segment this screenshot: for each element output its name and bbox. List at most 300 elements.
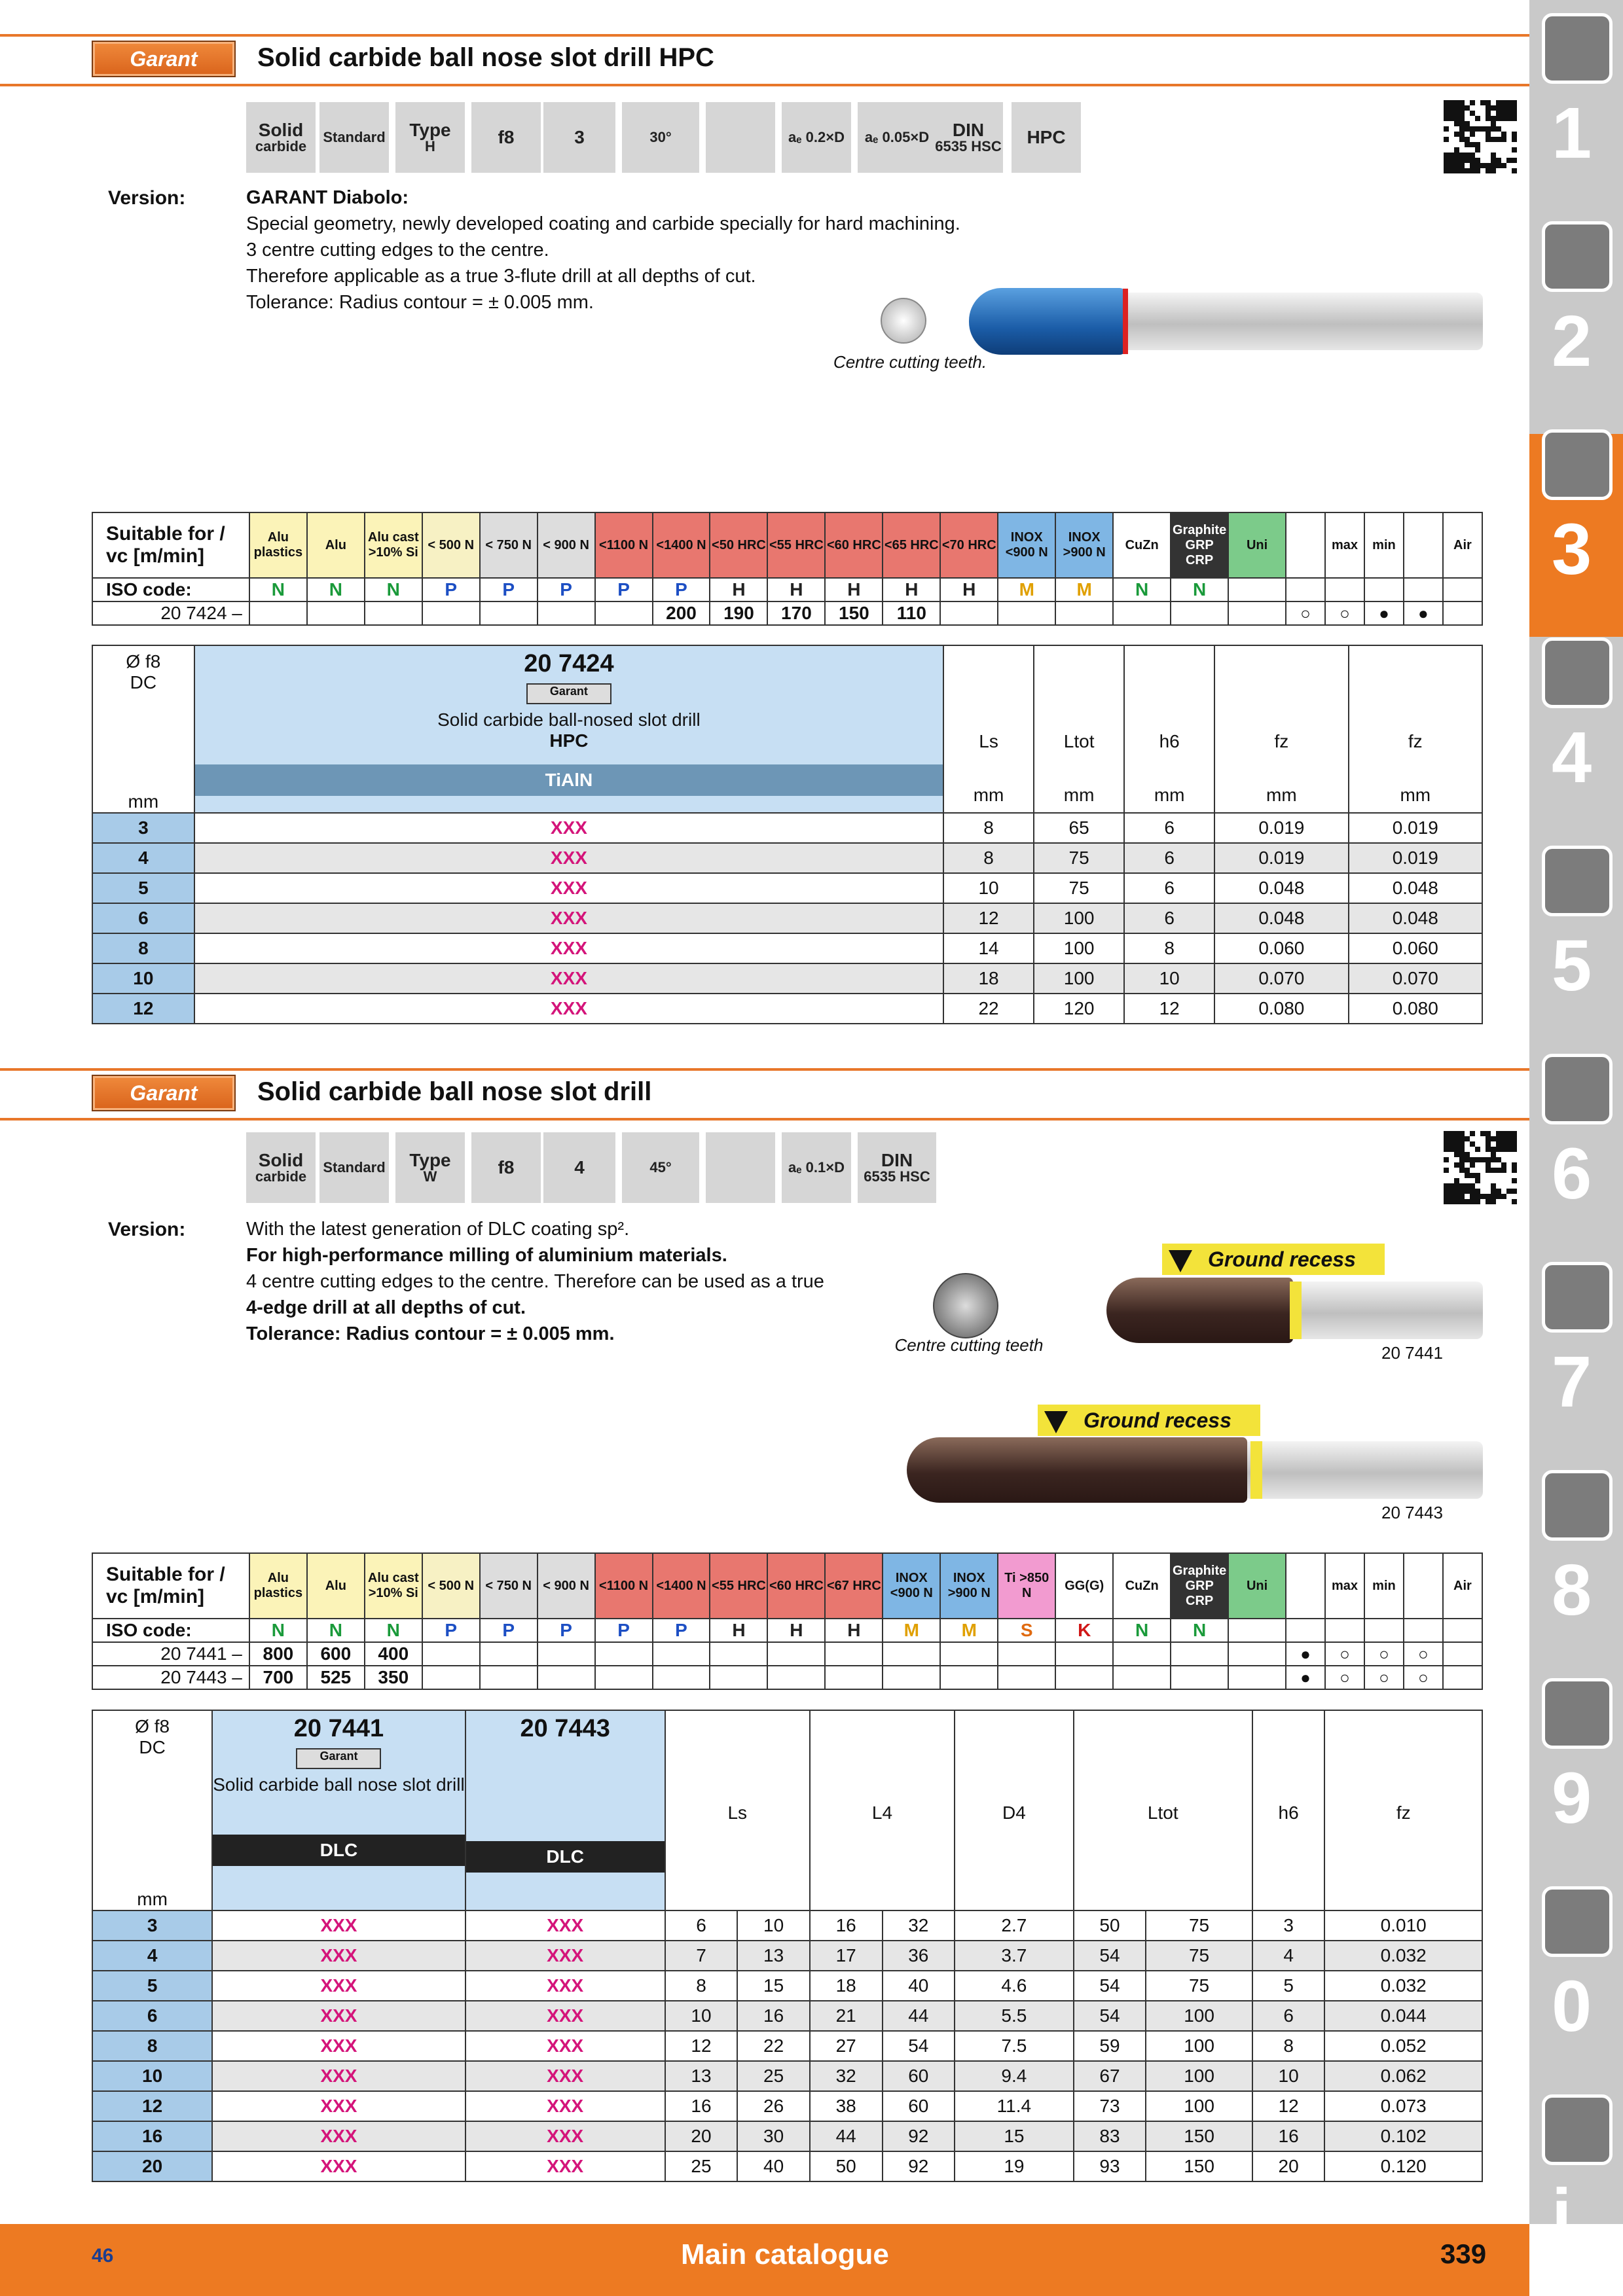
iso-code: M [998,578,1055,601]
table-cell: 100 [1146,2001,1252,2031]
table-cell: 0.102 [1324,2121,1482,2151]
dimension-header: Ls mm [943,645,1034,813]
table-cell: 17 [810,1941,883,1971]
tool-ring [1290,1282,1302,1339]
chapter-number[interactable]: 2 [1552,301,1592,382]
property-badge: aₑ 0.05×D [858,102,936,173]
chapter-icon[interactable] [1542,1054,1613,1124]
cutting-speed [595,1666,653,1689]
iso-code: H [767,578,825,601]
table-cell: 0.070 [1214,963,1348,994]
table-cell: 15 [955,2121,1074,2151]
cutting-speed [940,1666,998,1689]
cutting-speed [422,601,480,625]
table-cell: 4 [1252,1941,1325,1971]
material-column: <55 HRC [710,1553,767,1619]
table-cell: 5 [1252,1971,1325,2001]
table-cell: 0.019 [1349,843,1482,873]
cutting-speed [1113,601,1171,625]
coolant-cell [1443,601,1482,625]
property-badge: Type H [395,102,465,173]
price-placeholder: XXX [194,873,943,903]
table-cell: 0.048 [1214,903,1348,933]
table-cell: 4 [92,843,194,873]
table-cell: 0.019 [1349,813,1482,843]
price-placeholder: XXX [465,1941,665,1971]
coolant-column: min [1364,1553,1404,1619]
dimension-header: Ls [665,1710,810,1910]
table-cell: 150 [1146,2151,1252,2181]
chapter-number[interactable]: 9 [1552,1758,1592,1839]
coolant-column: max [1325,1553,1364,1619]
cutting-speed [480,601,538,625]
cutting-speed [998,1666,1055,1689]
price-placeholder: XXX [212,2091,465,2121]
iso-code: H [710,1619,767,1642]
table-cell: 60 [883,2061,955,2091]
cutting-speed: 190 [710,601,767,625]
material-column: <60 HRC [767,1553,825,1619]
table-cell: 0.032 [1324,1971,1482,2001]
qr-code-icon [1444,1131,1517,1204]
table-cell: 0.019 [1214,813,1348,843]
material-column: <1400 N [653,512,710,578]
table-cell: 22 [737,2031,810,2061]
dimension-header: Ltot mm [1034,645,1124,813]
ground-recess-label: Ground recess [1162,1244,1385,1275]
table-cell: 75 [1034,873,1124,903]
chapter-number[interactable]: 6 [1552,1134,1592,1214]
table-row [92,843,1482,873]
price-placeholder: XXX [212,2061,465,2091]
garant-logo: Garant [526,683,611,704]
table-cell: 150 [1146,2121,1252,2151]
table-cell: 100 [1034,903,1124,933]
coolant-cell [1364,578,1404,601]
coolant-marker: ○ [1364,1642,1404,1666]
coolant-cell [1404,578,1443,601]
coolant-cell [1364,1619,1404,1642]
cutting-speed: 350 [365,1666,422,1689]
footer-left-number: 46 [92,2245,114,2267]
coolant-column [1286,512,1325,578]
coolant-marker: ● [1404,601,1443,625]
cutting-speed [1228,601,1286,625]
table-cell: 6 [1124,873,1214,903]
chapter-number[interactable]: i [1552,2174,1572,2255]
coolant-column [1286,1553,1325,1619]
iso-code: N [249,578,307,601]
chapter-icon[interactable] [1542,846,1613,916]
suitable-for-label: Suitable for / vc [m/min] [92,512,249,578]
section2-title: Solid carbide ball nose slot drill [257,1077,652,1106]
chapter-icon[interactable] [1542,13,1613,84]
material-column: < 500 N [422,1553,480,1619]
cutting-speed [1055,1642,1113,1666]
material-column: Alu plastics [249,1553,307,1619]
table-cell: 0.070 [1349,963,1482,994]
table-cell: 50 [1074,1910,1146,1941]
iso-code: H [825,1619,883,1642]
version-text-2: With the latest generation of DLC coating sp². For high-performance milling of aluminium materials. 4 centre cutting edges to the centre. Therefore can be used as a true 4-edge drill at all depths of cut. Tolerance: Radius contour = ± 0.005 mm. [246,1219,824,1344]
table-cell: 12 [943,903,1034,933]
table-cell: 8 [1124,933,1214,963]
price-placeholder: XXX [465,2091,665,2121]
material-column: <1100 N [595,1553,653,1619]
table-row [92,2121,1482,2151]
table-cell: 6 [1252,2001,1325,2031]
cutting-speed: 700 [249,1666,307,1689]
table-cell: 40 [883,1971,955,2001]
table-cell: 20 [92,2151,212,2181]
chapter-number[interactable]: 5 [1552,925,1592,1006]
table-cell: 25 [737,2061,810,2091]
table-cell: 5.5 [955,2001,1074,2031]
price-placeholder: XXX [194,933,943,963]
dimension-header: Ltot [1074,1710,1252,1910]
coolant-cell [1325,578,1364,601]
table-cell: 54 [1074,1941,1146,1971]
chapter-icon[interactable] [1542,2094,1613,2165]
cutting-speed: 150 [825,601,883,625]
material-column: <55 HRC [767,512,825,578]
article-id: 20 7424 – [92,601,249,625]
iso-code: H [767,1619,825,1642]
iso-code: H [825,578,883,601]
table-row [92,2091,1482,2121]
property-badge: Solid carbide [246,1132,316,1203]
table-cell: 40 [737,2151,810,2181]
cutting-speed [480,1666,538,1689]
cutting-speed [710,1666,767,1689]
property-badge: 30° [622,102,699,173]
table-cell: 0.048 [1214,873,1348,903]
property-badge [706,1132,775,1203]
table-cell: 75 [1146,1910,1252,1941]
material-column: INOX >900 N [1055,512,1113,578]
property-badge: Type W [395,1132,465,1203]
iso-code: P [653,578,710,601]
table-cell: 15 [737,1971,810,2001]
cutting-speed [1171,1666,1228,1689]
table-cell: 8 [1252,2031,1325,2061]
centre-cutting-caption: Centre cutting teeth [894,1335,1044,1355]
table-cell: 0.062 [1324,2061,1482,2091]
table-cell: 6 [665,1910,738,1941]
table-cell: 0.073 [1324,2091,1482,2121]
chapter-number[interactable]: 7 [1552,1342,1592,1422]
table-cell: 100 [1146,2031,1252,2061]
tool-shank-image [1113,293,1483,350]
table-cell: 20 [1252,2151,1325,2181]
cutting-speed: 170 [767,601,825,625]
cutting-speed [940,601,998,625]
material-column: Alu cast >10% Si [365,512,422,578]
suitable-for-label: Suitable for / vc [m/min] [92,1553,249,1619]
table-cell: 19 [955,2151,1074,2181]
garant-logo: Garant [92,1075,236,1111]
iso-code: P [595,578,653,601]
table-cell: 12 [92,994,194,1024]
cutting-speed: 600 [307,1642,365,1666]
table-cell: 100 [1034,933,1124,963]
table-cell: 0.044 [1324,2001,1482,2031]
table-cell: 11.4 [955,2091,1074,2121]
price-placeholder: XXX [212,1910,465,1941]
table-cell: 18 [943,963,1034,994]
table-cell: 32 [883,1910,955,1941]
table-row [92,813,1482,843]
rule [0,1118,1532,1121]
table-cell: 92 [883,2121,955,2151]
table-cell: 0.052 [1324,2031,1482,2061]
coolant-marker: ○ [1364,1666,1404,1689]
cutting-speed [422,1666,480,1689]
chapter-icon[interactable] [1542,1470,1613,1541]
coolant-marker: ○ [1404,1666,1443,1689]
table-cell: 100 [1146,2061,1252,2091]
garant-logo: Garant [92,41,236,77]
cutting-speed [1171,1642,1228,1666]
iso-code: N [1171,578,1228,601]
cutting-speed [767,1642,825,1666]
chapter-icon[interactable] [1542,1886,1613,1957]
spec-table [92,645,1483,1024]
table-cell: 59 [1074,2031,1146,2061]
tool-cutter-image [1106,1278,1293,1343]
footer-title: Main catalogue [681,2238,889,2270]
table-cell: 0.019 [1214,843,1348,873]
article-header: 20 7424 Garant Solid carbide ball-nosed slot drill HPC TiAlN [194,645,943,813]
table-row [92,2061,1482,2091]
dimension-header: fz mm [1349,645,1482,813]
price-placeholder: XXX [212,2121,465,2151]
price-placeholder: XXX [212,2001,465,2031]
version-label: Version: [108,187,186,209]
table-cell: 6 [92,903,194,933]
material-column: INOX <900 N [883,1553,940,1619]
table-cell: 8 [943,813,1034,843]
chapter-number[interactable]: 4 [1552,717,1592,798]
chapter-icon[interactable] [1542,221,1613,292]
price-placeholder: XXX [194,813,943,843]
table-cell: 4.6 [955,1971,1074,2001]
cutting-speed [653,1642,710,1666]
coolant-marker: ○ [1404,1642,1443,1666]
iso-code: N [307,1619,365,1642]
cutting-speed [1113,1642,1171,1666]
garant-logo: Garant [296,1748,381,1769]
tool-id-label: 20 7443 [1381,1503,1443,1522]
table-cell: 3 [1252,1910,1325,1941]
dimension-header: h6 [1252,1710,1325,1910]
table-cell: 73 [1074,2091,1146,2121]
material-column: <67 HRC [825,1553,883,1619]
cutting-speed [365,601,422,625]
coolant-cell [1443,1666,1482,1689]
table-cell: 10 [943,873,1034,903]
tool-ring [1123,289,1128,354]
table-cell: 16 [737,2001,810,2031]
iso-code: P [480,578,538,601]
coolant-cell [1404,1619,1443,1642]
chapter-icon[interactable] [1542,637,1613,708]
table-row [92,903,1482,933]
table-cell: 75 [1146,1941,1252,1971]
cutting-speed: 800 [249,1642,307,1666]
table-cell: 0.080 [1349,994,1482,1024]
material-column: < 750 N [480,1553,538,1619]
cutting-speed [538,1642,595,1666]
iso-code: P [538,1619,595,1642]
table-cell: 54 [1074,1971,1146,2001]
coolant-marker: ● [1364,601,1404,625]
property-badge: 3 [543,102,615,173]
table-row [92,994,1482,1024]
table-cell: 16 [1252,2121,1325,2151]
chapter-number[interactable]: 0 [1552,1966,1592,2047]
table-row [92,873,1482,903]
table-cell: 60 [883,2091,955,2121]
table-row [92,1971,1482,2001]
table-cell: 75 [1146,1971,1252,2001]
cutting-speed [825,1666,883,1689]
material-column: Graphite GRP CRP [1171,1553,1228,1619]
chapter-icon[interactable] [1542,1678,1613,1749]
price-placeholder: XXX [465,2031,665,2061]
property-badge: Standard [319,1132,389,1203]
table-cell: 0.048 [1349,873,1482,903]
coating-label: DLC [466,1841,665,1873]
iso-code: H [940,578,998,601]
iso-code: M [1055,578,1113,601]
table-cell: 18 [810,1971,883,2001]
dimension-header: h6 mm [1124,645,1214,813]
iso-code: N [307,578,365,601]
iso-code: P [653,1619,710,1642]
coolant-marker: ○ [1325,1642,1364,1666]
iso-code: P [538,578,595,601]
cutting-speed [1228,1666,1286,1689]
tool-cutter-image [969,288,1126,355]
coolant-column: Air [1443,1553,1482,1619]
cutting-speed [595,601,653,625]
iso-code: P [480,1619,538,1642]
coating-label: DLC [213,1835,464,1866]
material-column: CuZn [1113,1553,1171,1619]
tool-shank-image [1244,1441,1483,1499]
iso-code: N [1113,578,1171,601]
footer-page-number: 339 [1440,2238,1487,2269]
table-cell: 0.032 [1324,1941,1482,1971]
rule [0,1068,1532,1071]
chapter-number[interactable]: 3 [1552,509,1592,590]
coolant-marker: ○ [1325,601,1364,625]
cutting-speed [1055,1666,1113,1689]
ground-recess-label: Ground recess [1038,1405,1260,1436]
table-cell: 12 [665,2031,738,2061]
price-placeholder: XXX [194,903,943,933]
table-cell: 10 [92,2061,212,2091]
table-cell: 54 [1074,2001,1146,2031]
property-badge: Solid carbide [246,102,316,173]
table-cell: 2.7 [955,1910,1074,1941]
price-placeholder: XXX [212,1971,465,2001]
table-cell: 50 [810,2151,883,2181]
coolant-marker: ○ [1286,601,1325,625]
material-column: GG(G) [1055,1553,1113,1619]
cutting-speed: 200 [653,601,710,625]
property-badge: 4 [543,1132,615,1203]
material-column: <65 HRC [883,512,940,578]
cutting-speed [883,1666,940,1689]
coolant-cell [1325,1619,1364,1642]
table-row [92,1941,1482,1971]
centre-cutting-icon [933,1273,998,1338]
property-badge: Standard [319,102,389,173]
coolant-column [1404,1553,1443,1619]
cutting-speed [653,1666,710,1689]
property-badge: HPC [1012,102,1081,173]
iso-code: H [710,578,767,601]
material-column: <70 HRC [940,512,998,578]
coolant-cell [1443,1619,1482,1642]
iso-code: P [422,578,480,601]
coolant-column: min [1364,512,1404,578]
table-cell: 38 [810,2091,883,2121]
table-cell: 10 [665,2001,738,2031]
suitability-grid [92,512,1483,626]
table-cell: 93 [1074,2151,1146,2181]
coating-label: TiAlN [195,764,943,796]
cutting-speed [940,1642,998,1666]
table-cell: 5 [92,873,194,903]
table-cell: 54 [883,2031,955,2061]
table-cell: 36 [883,1941,955,1971]
material-column: < 900 N [538,1553,595,1619]
cutting-speed [883,1642,940,1666]
chapter-number[interactable]: 1 [1552,93,1592,173]
qr-code-icon [1444,100,1517,173]
tool-ring [1250,1441,1262,1499]
table-cell: 27 [810,2031,883,2061]
table-row [92,2031,1482,2061]
iso-code: M [940,1619,998,1642]
table-cell: 12 [1252,2091,1325,2121]
table-cell: 3 [92,813,194,843]
table-cell: 8 [943,843,1034,873]
chapter-icon[interactable] [1542,429,1613,500]
table-cell: 12 [1124,994,1214,1024]
cutting-speed [538,1666,595,1689]
price-placeholder: XXX [212,1941,465,1971]
material-column: < 750 N [480,512,538,578]
chapter-number[interactable]: 8 [1552,1550,1592,1630]
coolant-column: max [1325,512,1364,578]
article-id: 20 7443 – [92,1666,249,1689]
dimension-header: fz mm [1214,645,1348,813]
table-row [92,933,1482,963]
property-badge: f8 [471,1132,541,1203]
table-cell: 0.080 [1214,994,1348,1024]
cutting-speed: 110 [883,601,940,625]
table-cell: 0.048 [1349,903,1482,933]
tool-shank-image [1283,1282,1483,1339]
property-badge: 45° [622,1132,699,1203]
table-cell: 65 [1034,813,1124,843]
chapter-icon[interactable] [1542,1262,1613,1333]
material-column: Alu [307,512,365,578]
